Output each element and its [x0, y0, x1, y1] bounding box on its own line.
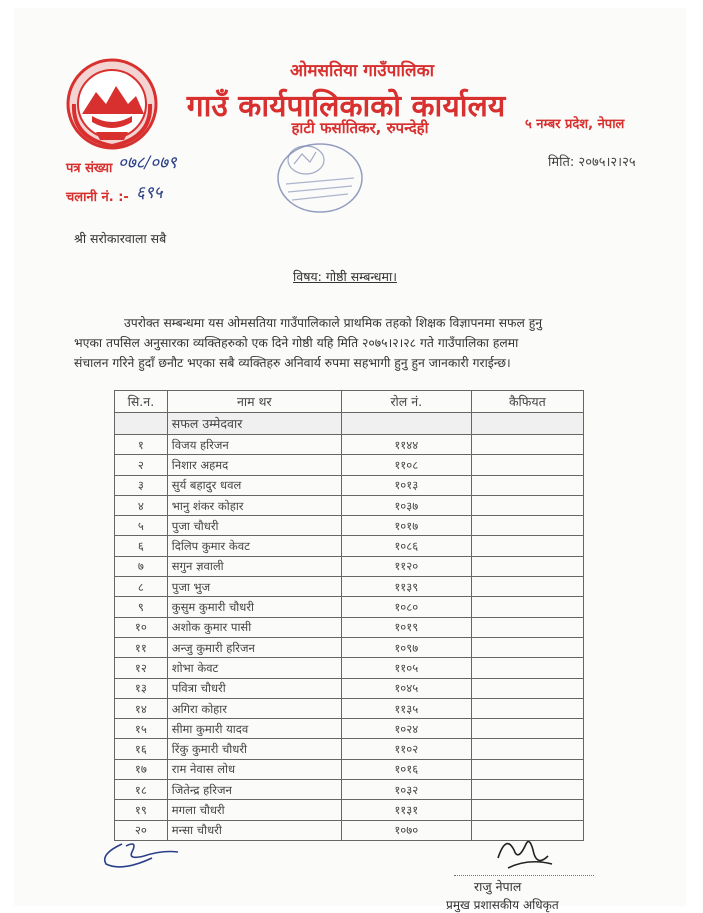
remarks-cell — [471, 658, 583, 678]
serial-cell: ९ — [115, 597, 168, 617]
remarks-cell — [471, 597, 583, 617]
name-cell: अन्जु कुमारी हरिजन — [167, 637, 341, 657]
serial-cell: ११ — [115, 637, 168, 657]
name-cell: अशोक कुमार पासी — [167, 617, 341, 637]
serial-cell: २ — [115, 455, 168, 475]
roll-cell: ११३९ — [341, 577, 471, 597]
serial-cell: १६ — [115, 739, 168, 759]
table-row — [115, 475, 584, 495]
body-line: संचालन गरिने हुदाँ छनौट भएका सबै व्यक्तिहरु अनिवार्य रुपमा सहभागी हुनु हुन जानकारी गराईन्छ। — [74, 356, 511, 370]
serial-cell: १७ — [115, 759, 168, 779]
name-cell: मगला चौधरी — [167, 800, 341, 820]
roll-cell: ११३१ — [341, 800, 471, 820]
roll-cell: १०१३ — [341, 475, 471, 495]
table-row — [115, 435, 584, 455]
name-cell: मन्सा चौधरी — [167, 820, 341, 840]
serial-cell: ६ — [115, 536, 168, 556]
table-row — [115, 455, 584, 475]
table-row — [115, 780, 584, 800]
remarks-cell — [471, 617, 583, 637]
office-title: गाउँ कार्यपालिकाको कार्यालय — [186, 89, 506, 124]
table-row — [115, 739, 584, 759]
table-row — [115, 719, 584, 739]
remarks-cell — [471, 759, 583, 779]
serial-cell: ८ — [115, 577, 168, 597]
roll-cell: १०३७ — [341, 495, 471, 515]
office-stamp-icon — [272, 138, 368, 218]
roll-cell: १०३२ — [341, 780, 471, 800]
roll-cell: ११०८ — [341, 455, 471, 475]
recipient-line: श्री सरोकारवाला सबै — [74, 231, 167, 246]
signatory-name: राजु नेपाल — [474, 879, 522, 894]
name-cell: पुजा भुज — [167, 577, 341, 597]
serial-cell: ४ — [115, 495, 168, 515]
serial-cell: १८ — [115, 780, 168, 800]
name-cell: कुसुम कुमारी चौधरी — [167, 597, 341, 617]
letter-date: मिति: २०७५।२।२५ — [548, 155, 636, 170]
roll-cell: १०४५ — [341, 678, 471, 698]
col-header-serial: सि.न. — [115, 391, 168, 413]
roll-cell: ११३५ — [341, 698, 471, 718]
table-row — [115, 597, 584, 617]
remarks-cell — [471, 719, 583, 739]
serial-cell: १२ — [115, 658, 168, 678]
office-location: हाटी फर्सातिकर, रुपन्देही — [291, 119, 429, 137]
signature-line — [454, 875, 594, 876]
col-header-roll: रोल नं. — [341, 391, 471, 413]
serial-cell: ३ — [115, 475, 168, 495]
table-row — [115, 495, 584, 515]
serial-cell: १९ — [115, 800, 168, 820]
table-row — [115, 516, 584, 536]
name-cell: रिंकु कुमारी चौधरी — [167, 739, 341, 759]
section-row — [115, 413, 584, 435]
table-row — [115, 698, 584, 718]
dispatch-number: ६९५ — [136, 183, 163, 203]
serial-cell: १० — [115, 617, 168, 637]
signatory-title: प्रमुख प्रशासकीय अधिकृत — [446, 898, 559, 912]
roll-cell: १०१६ — [341, 759, 471, 779]
remarks-cell — [471, 800, 583, 820]
officer-signature-icon — [488, 828, 558, 874]
remarks-cell — [471, 698, 583, 718]
name-cell: सुर्य बहादुर धवल — [167, 475, 341, 495]
serial-cell: २० — [115, 820, 168, 840]
table-row — [115, 658, 584, 678]
candidate-table — [114, 390, 584, 841]
name-cell: दिलिप कुमार केवट — [167, 536, 341, 556]
municipality-name: ओमसतिया गाउँपालिका — [289, 61, 435, 81]
serial-cell: ५ — [115, 516, 168, 536]
serial-cell: ७ — [115, 556, 168, 576]
roll-cell: १०१९ — [341, 617, 471, 637]
roll-cell: १०७० — [341, 820, 471, 840]
remarks-cell — [471, 435, 583, 455]
roll-cell: १०१७ — [341, 516, 471, 536]
reference-number: ०७८/०७९ — [118, 153, 177, 173]
remarks-cell — [471, 577, 583, 597]
section-label: सफल उम्मेदवार — [167, 413, 341, 435]
name-cell: अगिरा कोहार — [167, 698, 341, 718]
remarks-cell — [471, 536, 583, 556]
remarks-cell — [471, 495, 583, 515]
serial-cell: १५ — [115, 719, 168, 739]
col-header-remarks: कैफियत — [471, 391, 583, 413]
table-row — [115, 617, 584, 637]
name-cell: जितेन्द्र हरिजन — [167, 780, 341, 800]
remarks-cell — [471, 678, 583, 698]
name-cell: राम नेवास लोध — [167, 759, 341, 779]
table-row — [115, 536, 584, 556]
name-cell: विजय हरिजन — [167, 435, 341, 455]
name-cell: भानु शंकर कोहार — [167, 495, 341, 515]
table-header-row — [115, 391, 584, 413]
remarks-cell — [471, 516, 583, 536]
table-row — [115, 637, 584, 657]
roll-cell: १०८६ — [341, 536, 471, 556]
serial-cell: १ — [115, 435, 168, 455]
roll-cell: ११४४ — [341, 435, 471, 455]
name-cell: पवित्रा चौधरी — [167, 678, 341, 698]
table-row — [115, 678, 584, 698]
roll-cell: ११०५ — [341, 658, 471, 678]
table-row — [115, 556, 584, 576]
remarks-cell — [471, 637, 583, 657]
table-row — [115, 577, 584, 597]
roll-cell: १०८० — [341, 597, 471, 617]
name-cell: सगुन ज्ञवाली — [167, 556, 341, 576]
serial-cell: १३ — [115, 678, 168, 698]
table-row — [115, 759, 584, 779]
roll-cell: १०९७ — [341, 637, 471, 657]
remarks-cell — [471, 475, 583, 495]
roll-cell: १०२४ — [341, 719, 471, 739]
table-row — [115, 800, 584, 820]
nepal-emblem-icon — [66, 58, 158, 150]
remarks-cell — [471, 780, 583, 800]
initial-signature-icon — [92, 834, 182, 874]
remarks-cell — [471, 455, 583, 475]
body-paragraph — [74, 313, 644, 373]
serial-cell: १४ — [115, 698, 168, 718]
subject-line: विषय: गोष्ठी सम्बन्धमा। — [293, 269, 397, 284]
remarks-cell — [471, 739, 583, 759]
col-header-name: नाम थर — [167, 391, 341, 413]
body-line: भएका तपसिल अनुसारका व्यक्तिहरुको एक दिने गोष्ठी यहि मिति २०७५।२।२८ गते गाउँपालिका हलमा — [74, 336, 519, 350]
name-cell: सीमा कुमारी यादव — [167, 719, 341, 739]
name-cell: शोभा केवट — [167, 658, 341, 678]
dispatch-label: चलानी नं. :- — [66, 190, 129, 205]
province-label: ५ नम्बर प्रदेश, नेपाल — [525, 117, 625, 132]
name-cell: पुजा चौधरी — [167, 516, 341, 536]
roll-cell: ११२० — [341, 556, 471, 576]
remarks-cell — [471, 556, 583, 576]
roll-cell: ११०२ — [341, 739, 471, 759]
table-body — [115, 435, 584, 841]
body-line: उपरोक्त सम्बन्धमा यस ओमसतिया गाउँपालिकाले प्राथमिक तहको शिक्षक विज्ञापनमा सफल हुनु — [124, 316, 543, 330]
reference-label: पत्र संख्या — [66, 161, 113, 176]
name-cell: निशार अहमद — [167, 455, 341, 475]
